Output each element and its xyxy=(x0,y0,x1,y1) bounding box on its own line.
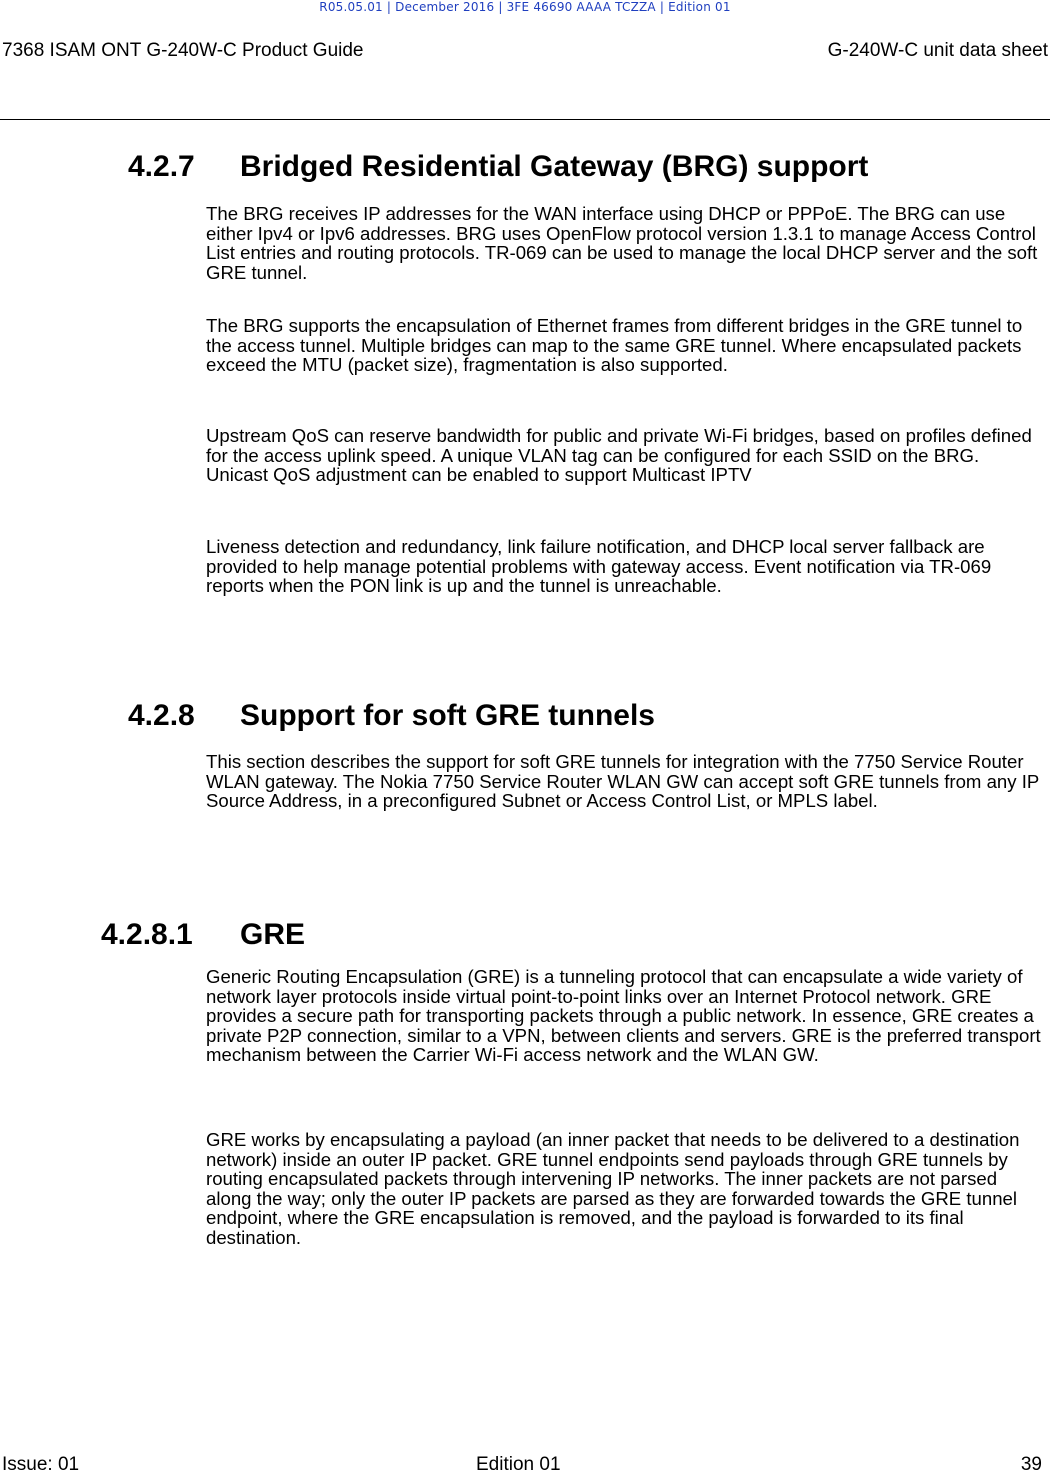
paragraph: Liveness detection and redundancy, link failure notification, and DHCP local server fallback are provided to help manage potential problems with gateway access. Event notification via TR-069 reports when the PON link is up and the tunnel is unreachable. xyxy=(206,536,992,597)
section-heading-4-2-8 xyxy=(128,699,655,733)
header-document-title: 7368 ISAM ONT G-240W-C Product Guide xyxy=(2,40,364,61)
section-title: GRE xyxy=(240,918,306,951)
section-title: Bridged Residential Gateway (BRG) support xyxy=(240,150,869,183)
page-number: 39 xyxy=(1020,1454,1042,1475)
paragraph: Generic Routing Encapsulation (GRE) is a tunneling protocol that can encapsulate a wide variety of network layer protocols inside virtual point-to-point links over an Internet Protocol network. GRE provides a secure path for transporting packets through a public network. In essence, GRE creates a private P2P connection, similar to a VPN, between clients and servers. GRE is the preferred transport mechanism between the Carrier Wi-Fi access network and the WLAN GW. xyxy=(206,966,1041,1066)
section-heading-4-2-7 xyxy=(128,150,868,184)
paragraph: GRE works by encapsulating a payload (an inner packet that needs to be delivered to a destination network) inside an outer IP packet. GRE tunnel endpoints send payloads through GRE tunnels by routing encapsulated packets through intervening IP networks. The inner packets are not parsed along the way; only the outer IP packets are parsed as they are forwarded towards the GRE tunnel endpoint, where the GRE encapsulation is removed, and the payload is forwarded to its final destination. xyxy=(206,1129,1020,1248)
footer-issue: Issue: 01 xyxy=(2,1454,80,1475)
paragraph: This section describes the support for soft GRE tunnels for integration with the 7750 Service Router WLAN gateway. The Nokia 7750 Service Router WLAN GW can accept soft GRE tunnels from any IP Source Address, in a preconfigured Subnet or Access Control List, or MPLS label. xyxy=(206,751,1039,812)
section-number: 4.2.7 xyxy=(128,150,195,183)
paragraph: The BRG receives IP addresses for the WAN interface using DHCP or PPPoE. The BRG can use either Ipv4 or Ipv6 addresses. BRG uses OpenFlow protocol version 1.3.1 to manage Access Control List entries and routing protocols. TR-069 can be used to manage the local DHCP server and the soft GRE tunnel. xyxy=(206,203,1038,283)
section-number: 4.2.8.1 xyxy=(101,918,193,951)
section-title: Support for soft GRE tunnels xyxy=(240,699,655,732)
section-heading-4-2-8-1 xyxy=(101,918,305,952)
footer-edition: Edition 01 xyxy=(476,1454,561,1475)
document-stamp: R05.05.01 | December 2016 | 3FE 46690 AAAA TCZZA | Edition 01 xyxy=(319,0,731,14)
header-divider xyxy=(0,119,1050,120)
section-number: 4.2.8 xyxy=(128,699,195,732)
header-chapter-title: G-240W-C unit data sheet xyxy=(827,40,1048,61)
paragraph: Upstream QoS can reserve bandwidth for public and private Wi-Fi bridges, based on profiles defined for the access uplink speed. A unique VLAN tag can be configured for each SSID on the BRG. Unicast QoS adjustment can be enabled to support Multicast IPTV xyxy=(206,425,1032,486)
paragraph: The BRG supports the encapsulation of Ethernet frames from different bridges in the GRE tunnel to the access tunnel. Multiple bridges can map to the same GRE tunnel. Where encapsulated packets exceed the MTU (packet size), fragmentation is also supported. xyxy=(206,315,1023,376)
